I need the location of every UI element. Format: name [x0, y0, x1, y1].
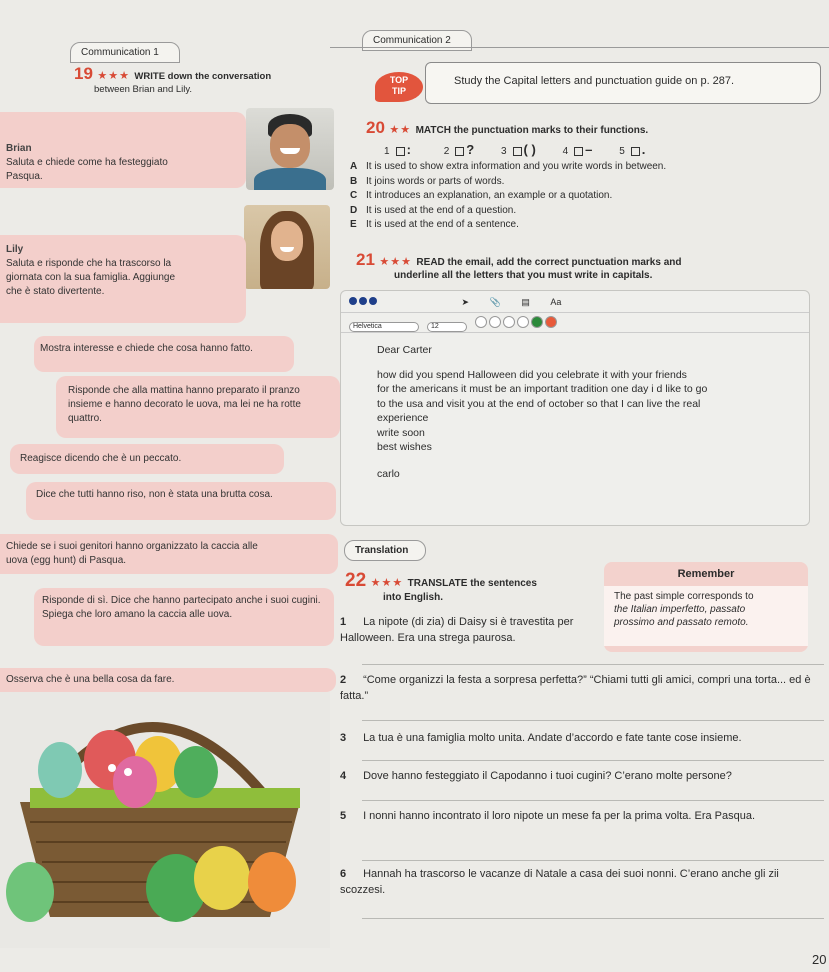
- punctuation-marks-row: [384, 142, 824, 157]
- difficulty-stars: ★★★: [379, 256, 412, 268]
- email-line: how did you spend Halloween did you celebrate it with your friends: [377, 368, 687, 381]
- instruction: TRANSLATE the sentences: [407, 578, 537, 589]
- email-line: to the usa and visit you at the end of october so that I can live the real: [377, 397, 701, 410]
- remember-content: [604, 586, 808, 646]
- top-tip-box: [425, 62, 821, 104]
- send-icon[interactable]: ➤: [461, 297, 470, 307]
- easter-basket-image: [0, 692, 330, 948]
- functions-list: [350, 160, 820, 233]
- difficulty-stars: ★★: [389, 124, 412, 136]
- email-line: for the americans it must be an important tradition one day i d like to go: [377, 383, 708, 395]
- exercise-number: 21: [356, 250, 375, 269]
- window-dot: [359, 297, 367, 305]
- brian-bubble-1: [0, 112, 246, 188]
- function-option: E It is used at the end of a sentence.: [350, 219, 519, 230]
- mark-number: 2: [443, 146, 450, 157]
- format-toolbar: [341, 313, 809, 333]
- function-option: C It introduces an explanation, an example or a quotation.: [350, 190, 613, 201]
- translation-item-2: [340, 672, 820, 704]
- email-line: best wishes: [377, 441, 432, 453]
- mark-number: 4: [562, 146, 569, 157]
- answer-line[interactable]: [362, 720, 824, 721]
- instruction-continued: underline all the letters that you must write in capitals.: [394, 270, 653, 281]
- instruction: WRITE down the conversation: [134, 71, 272, 82]
- item-text: La tua è una famiglia molto unita. Andate d’accordo e fate tante cose insieme.: [363, 732, 742, 744]
- translation-item-3: [340, 730, 826, 746]
- brian-photo: [246, 108, 334, 190]
- item-number: 5: [340, 810, 347, 822]
- tab-label: Translation: [355, 545, 409, 556]
- brian-bubble-5: [0, 668, 336, 692]
- bubble-text: Risponde di sì. Dice che hanno partecipato anche i suoi cugini. Spiega che loro amano la caccia alle uova.: [42, 595, 321, 620]
- item-number: 6: [340, 868, 347, 880]
- instruction: READ the email, add the correct punctuation marks and: [416, 257, 682, 268]
- email-body[interactable]: [341, 333, 809, 481]
- window-dot: [369, 297, 377, 305]
- top-tip-text: Study the Capital letters and punctuation guide on p. 287.: [454, 75, 735, 87]
- bubble-text: Saluta e risponde che ha trascorso la giornata con la sua famiglia. Aggiunge che è stato divertente.: [6, 258, 176, 297]
- instruction-continued: into English.: [383, 592, 443, 603]
- remember-box: [604, 562, 808, 652]
- item-text: Hannah ha trascorso le vacanze di Natale a casa dei suoi nonni. C’erano anche gli zii scozzesi.: [340, 868, 779, 896]
- answer-box[interactable]: [574, 147, 583, 156]
- item-number: 3: [340, 732, 347, 744]
- email-toolbar: [341, 291, 809, 313]
- instruction-continued: between Brian and Lily.: [94, 84, 193, 95]
- format-button[interactable]: [503, 316, 515, 328]
- mark-number: 3: [500, 146, 507, 157]
- exercise-number: 19: [74, 64, 93, 83]
- attach-icon[interactable]: 📎: [489, 297, 501, 307]
- function-option: D It is used at the end of a question.: [350, 204, 517, 216]
- mark-number: 5: [619, 146, 625, 157]
- item-text: Dove hanno festeggiato il Capodanno i tuoi cugini? C’erano molte persone?: [363, 770, 732, 782]
- bubble-text: Dice che tutti hanno riso, non è stata una brutta cosa.: [36, 489, 273, 500]
- exercise-20-heading: [366, 118, 826, 138]
- speaker-name: Brian: [6, 143, 32, 154]
- page-number: 20: [812, 952, 827, 967]
- remember-text: the Italian imperfetto, passato: [614, 604, 746, 615]
- format-button[interactable]: [517, 316, 529, 328]
- top-tip-badge: [375, 72, 423, 102]
- tab-label: Communication 2: [373, 35, 451, 46]
- remember-text: prossimo and passato remoto.: [614, 617, 749, 628]
- answer-line[interactable]: [362, 860, 824, 861]
- translation-item-6: [340, 866, 826, 898]
- mark-symbol: ( ): [523, 142, 536, 157]
- email-line: experience: [377, 412, 429, 424]
- translation-item-4: [340, 768, 826, 784]
- mark-symbol: :: [406, 142, 411, 157]
- exercise-22-heading: [345, 570, 605, 603]
- answer-line[interactable]: [362, 800, 824, 801]
- lily-bubble-1: [0, 235, 246, 323]
- function-option: B It joins words or parts of words.: [350, 175, 505, 187]
- brian-bubble-2: [34, 336, 294, 372]
- bubble-text: Osserva che è una bella cosa da fare.: [6, 674, 175, 685]
- difficulty-stars: ★★★: [370, 577, 404, 589]
- tab-translation[interactable]: [344, 540, 426, 561]
- format-button[interactable]: [475, 316, 487, 328]
- bubble-text: Saluta e chiede come ha festeggiato Pasqua.: [6, 157, 168, 182]
- document-icon[interactable]: ▤: [521, 297, 530, 307]
- item-text: “Come organizzi la festa a sorpresa perfetta?” “Chiami tutti gli amici, compri una torta... ed è fatta.”: [340, 674, 811, 702]
- lily-bubble-4: [34, 588, 334, 646]
- bubble-text: Chiede se i suoi genitori hanno organizzato la caccia alle uova (egg hunt) di Pasqua.: [6, 541, 258, 566]
- email-line: carlo: [377, 467, 400, 480]
- answer-box[interactable]: [396, 147, 405, 156]
- color-button[interactable]: [531, 316, 543, 328]
- answer-box[interactable]: [455, 147, 464, 156]
- divider: [330, 47, 829, 48]
- email-line: write soon: [377, 426, 425, 439]
- item-number: 4: [340, 770, 347, 782]
- lily-bubble-2: [56, 376, 340, 438]
- window-dot: [349, 297, 357, 305]
- answer-box[interactable]: [631, 147, 640, 156]
- brian-bubble-4: [0, 534, 338, 574]
- color-button[interactable]: [545, 316, 557, 328]
- mark-symbol: –: [585, 142, 593, 157]
- top-label: TOP: [389, 75, 409, 85]
- item-number: 2: [340, 674, 347, 686]
- bubble-text: Reagisce dicendo che è un peccato.: [20, 453, 182, 464]
- exercise-21-heading: [356, 250, 826, 281]
- font-family-select[interactable]: Helvetica: [349, 322, 419, 332]
- exercise-number: 22: [345, 570, 367, 591]
- item-text: I nonni hanno incontrato il loro nipote un mese fa per la prima volta. Era Pasqua.: [363, 810, 756, 822]
- translation-item-1: [340, 614, 602, 646]
- bubble-text: Risponde che alla mattina hanno preparato il pranzo insieme e hanno decorato le uova, ma lei ne ha rotte quattro.: [68, 385, 301, 424]
- font-button[interactable]: Aa: [550, 297, 562, 307]
- exercise-number: 20: [366, 118, 385, 137]
- mark-symbol: .: [641, 142, 646, 157]
- difficulty-stars: ★★★: [97, 70, 130, 82]
- email-line: Dear Carter: [377, 344, 432, 356]
- tip-label: TIP: [391, 85, 406, 96]
- mark-number: 1: [384, 146, 390, 157]
- format-button[interactable]: [489, 316, 501, 328]
- instruction: MATCH the punctuation marks to their functions.: [415, 125, 649, 136]
- remember-title: Remember: [677, 568, 735, 580]
- tab-label: Communication 1: [81, 47, 159, 58]
- font-size-select[interactable]: 12: [427, 322, 467, 332]
- answer-box[interactable]: [513, 147, 522, 156]
- remember-text: The past simple corresponds to: [614, 591, 754, 602]
- function-option: A It is used to show extra information and you write words in between.: [350, 161, 667, 172]
- speaker-name: Lily: [6, 244, 24, 255]
- item-text: La nipote (di zia) di Daisy si è travestita per Halloween. Era una strega paurosa.: [340, 616, 574, 644]
- translation-item-5: [340, 808, 816, 824]
- mark-symbol: ?: [466, 142, 475, 157]
- exercise-19-heading: [74, 64, 334, 95]
- email-window: [340, 290, 810, 526]
- lily-bubble-3: [26, 482, 336, 520]
- item-number: 1: [340, 616, 347, 628]
- bubble-text: Mostra interesse e chiede che cosa hanno fatto.: [40, 343, 253, 354]
- answer-line[interactable]: [362, 760, 824, 761]
- lily-photo: [244, 205, 330, 289]
- answer-line[interactable]: [362, 918, 824, 919]
- answer-line[interactable]: [362, 664, 824, 665]
- tab-communication-1[interactable]: [70, 42, 180, 63]
- brian-bubble-3: [10, 444, 284, 474]
